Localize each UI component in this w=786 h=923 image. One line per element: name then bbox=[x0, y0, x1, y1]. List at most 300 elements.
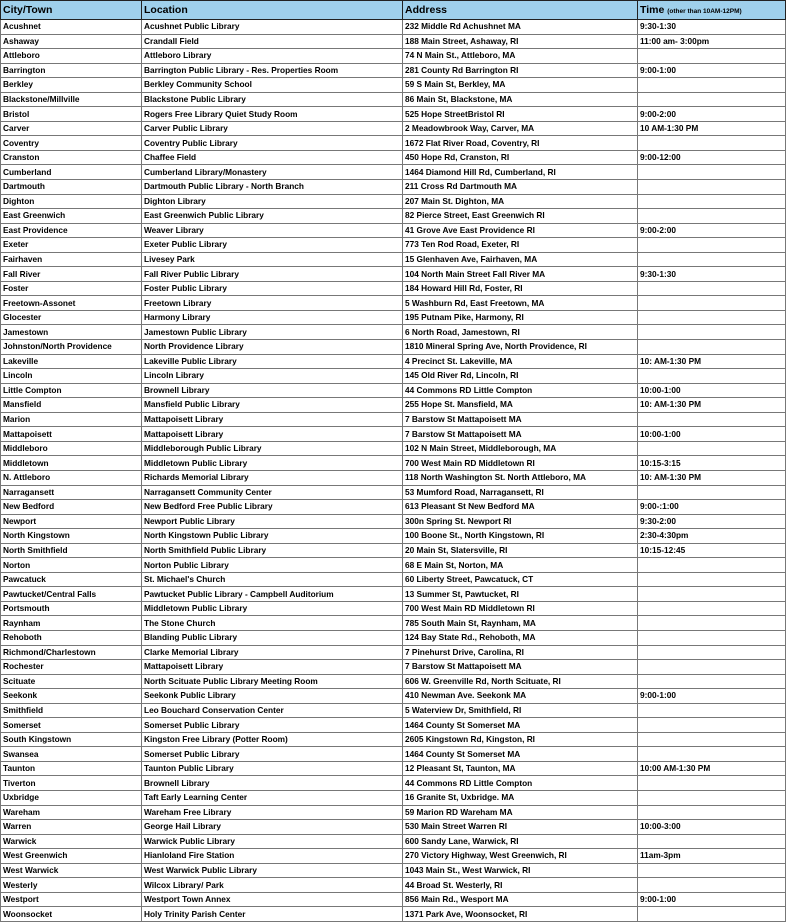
time-cell[interactable]: 11:00 am- 3:00pm bbox=[638, 34, 786, 49]
time-cell[interactable] bbox=[638, 732, 786, 747]
location-cell[interactable]: Westport Town Annex bbox=[142, 892, 403, 907]
city-cell[interactable]: West Greenwich bbox=[1, 849, 142, 864]
location-cell[interactable]: Brownell Library bbox=[142, 383, 403, 398]
location-cell[interactable]: Mattapoisett Library bbox=[142, 660, 403, 675]
location-cell[interactable]: Wilcox Library/ Park bbox=[142, 878, 403, 893]
address-cell[interactable]: 59 Marion RD Wareham MA bbox=[403, 805, 638, 820]
address-cell[interactable]: 20 Main St, Slatersville, RI bbox=[403, 543, 638, 558]
city-cell[interactable]: Glocester bbox=[1, 310, 142, 325]
address-cell[interactable]: 118 North Washington St. North Attleboro, MA bbox=[403, 470, 638, 485]
time-cell[interactable] bbox=[638, 136, 786, 151]
location-cell[interactable]: Mattapoisett Library bbox=[142, 412, 403, 427]
city-cell[interactable]: Scituate bbox=[1, 674, 142, 689]
time-cell[interactable] bbox=[638, 92, 786, 107]
location-cell[interactable]: The Stone Church bbox=[142, 616, 403, 631]
time-cell[interactable] bbox=[638, 790, 786, 805]
table-row bbox=[1, 558, 786, 573]
address-cell[interactable]: 270 Victory Highway, West Greenwich, RI bbox=[403, 849, 638, 864]
time-cell[interactable] bbox=[638, 660, 786, 675]
location-cell[interactable]: North Scituate Public Library Meeting Room bbox=[142, 674, 403, 689]
time-cell[interactable]: 9:30-2:00 bbox=[638, 514, 786, 529]
time-cell[interactable]: 10:00 AM-1:30 PM bbox=[638, 761, 786, 776]
time-cell[interactable] bbox=[638, 369, 786, 384]
address-cell[interactable]: 60 Liberty Street, Pawcatuck, CT bbox=[403, 572, 638, 587]
time-cell[interactable] bbox=[638, 49, 786, 64]
table-row bbox=[1, 223, 786, 238]
time-cell[interactable]: 9:30-1:30 bbox=[638, 267, 786, 282]
city-cell[interactable]: Fall River bbox=[1, 267, 142, 282]
location-cell[interactable]: Weaver Library bbox=[142, 223, 403, 238]
address-cell[interactable]: 86 Main St, Blackstone, MA bbox=[403, 92, 638, 107]
location-cell[interactable]: Foster Public Library bbox=[142, 281, 403, 296]
address-cell[interactable]: 1810 Mineral Spring Ave, North Providence, RI bbox=[403, 340, 638, 355]
time-cell[interactable]: 9:00-2:00 bbox=[638, 107, 786, 122]
table-row bbox=[1, 121, 786, 136]
location-cell[interactable]: Mansfield Public Library bbox=[142, 398, 403, 413]
city-cell[interactable]: Attleboro bbox=[1, 49, 142, 64]
address-cell[interactable]: 2 Meadowbrook Way, Carver, MA bbox=[403, 121, 638, 136]
city-cell[interactable]: Norton bbox=[1, 558, 142, 573]
city-cell[interactable]: Newport bbox=[1, 514, 142, 529]
location-cell[interactable]: Somerset Public Library bbox=[142, 747, 403, 762]
location-cell[interactable]: Kingston Free Library (Potter Room) bbox=[142, 732, 403, 747]
location-cell[interactable]: Narragansett Community Center bbox=[142, 485, 403, 500]
location-cell[interactable]: Blanding Public Library bbox=[142, 630, 403, 645]
address-cell[interactable]: 53 Mumford Road, Narragansett, RI bbox=[403, 485, 638, 500]
location-cell[interactable]: Richards Memorial Library bbox=[142, 470, 403, 485]
city-cell[interactable]: Exeter bbox=[1, 238, 142, 253]
location-column-header[interactable]: Location bbox=[142, 1, 403, 20]
location-cell[interactable]: Berkley Community School bbox=[142, 78, 403, 93]
address-cell[interactable]: 7 Barstow St Mattapoisett MA bbox=[403, 412, 638, 427]
time-cell[interactable] bbox=[638, 776, 786, 791]
city-cell[interactable]: Blackstone/Millville bbox=[1, 92, 142, 107]
city-cell[interactable]: Swansea bbox=[1, 747, 142, 762]
address-cell[interactable]: 1672 Flat River Road, Coventry, RI bbox=[403, 136, 638, 151]
city-cell[interactable]: Narragansett bbox=[1, 485, 142, 500]
location-cell[interactable]: Attleboro Library bbox=[142, 49, 403, 64]
location-cell[interactable]: Mattapoisett Library bbox=[142, 427, 403, 442]
city-cell[interactable]: Freetown-Assonet bbox=[1, 296, 142, 311]
address-cell[interactable]: 773 Ten Rod Road, Exeter, RI bbox=[403, 238, 638, 253]
city-cell[interactable]: Uxbridge bbox=[1, 790, 142, 805]
city-column-header[interactable]: City/Town bbox=[1, 1, 142, 20]
time-cell[interactable] bbox=[638, 834, 786, 849]
city-cell[interactable]: Westport bbox=[1, 892, 142, 907]
table-row bbox=[1, 630, 786, 645]
address-cell[interactable]: 450 Hope Rd, Cranston, RI bbox=[403, 150, 638, 165]
location-cell[interactable]: Livesey Park bbox=[142, 252, 403, 267]
time-cell[interactable] bbox=[638, 703, 786, 718]
time-cell[interactable]: 10 AM-1:30 PM bbox=[638, 121, 786, 136]
table-row bbox=[1, 601, 786, 616]
address-cell[interactable]: 100 Boone St., North Kingstown, RI bbox=[403, 529, 638, 544]
table-row bbox=[1, 383, 786, 398]
address-cell[interactable]: 5 Waterview Dr, Smithfield, RI bbox=[403, 703, 638, 718]
city-cell[interactable]: North Kingstown bbox=[1, 529, 142, 544]
location-cell[interactable]: Dartmouth Public Library - North Branch bbox=[142, 180, 403, 195]
time-cell[interactable]: 11am-3pm bbox=[638, 849, 786, 864]
city-cell[interactable]: Pawcatuck bbox=[1, 572, 142, 587]
city-cell[interactable]: Jamestown bbox=[1, 325, 142, 340]
address-cell[interactable]: 82 Pierce Street, East Greenwich RI bbox=[403, 209, 638, 224]
address-cell[interactable]: 188 Main Street, Ashaway, RI bbox=[403, 34, 638, 49]
location-cell[interactable]: Middletown Public Library bbox=[142, 601, 403, 616]
location-cell[interactable]: Rogers Free Library Quiet Study Room bbox=[142, 107, 403, 122]
location-cell[interactable]: Taunton Public Library bbox=[142, 761, 403, 776]
table-row bbox=[1, 500, 786, 515]
city-cell[interactable]: Fairhaven bbox=[1, 252, 142, 267]
address-cell[interactable]: 6 North Road, Jamestown, RI bbox=[403, 325, 638, 340]
time-cell[interactable] bbox=[638, 412, 786, 427]
table-row bbox=[1, 572, 786, 587]
address-cell[interactable]: 74 N Main St., Attleboro, MA bbox=[403, 49, 638, 64]
time-cell[interactable] bbox=[638, 616, 786, 631]
city-cell[interactable]: Dighton bbox=[1, 194, 142, 209]
time-cell[interactable] bbox=[638, 630, 786, 645]
city-cell[interactable]: Raynham bbox=[1, 616, 142, 631]
city-cell[interactable]: New Bedford bbox=[1, 500, 142, 515]
address-cell[interactable]: 300n Spring St. Newport RI bbox=[403, 514, 638, 529]
table-row bbox=[1, 180, 786, 195]
address-cell[interactable]: 700 West Main RD Middletown RI bbox=[403, 456, 638, 471]
location-cell[interactable]: Seekonk Public Library bbox=[142, 689, 403, 704]
city-cell[interactable]: Portsmouth bbox=[1, 601, 142, 616]
address-cell[interactable]: 207 Main St. Dighton, MA bbox=[403, 194, 638, 209]
time-header-note: (other than 10AM-12PM) bbox=[667, 8, 742, 15]
time-cell[interactable]: 9:00-1:00 bbox=[638, 892, 786, 907]
address-cell[interactable]: 44 Broad St. Westerly, RI bbox=[403, 878, 638, 893]
address-cell[interactable]: 255 Hope St. Mansfield, MA bbox=[403, 398, 638, 413]
city-cell[interactable]: East Greenwich bbox=[1, 209, 142, 224]
address-cell[interactable]: 232 Middle Rd Achushnet MA bbox=[403, 20, 638, 35]
city-cell[interactable]: Middleboro bbox=[1, 441, 142, 456]
address-cell[interactable]: 1464 County St Somerset MA bbox=[403, 747, 638, 762]
time-cell[interactable]: 10:15-3:15 bbox=[638, 456, 786, 471]
location-cell[interactable]: Barrington Public Library - Res. Properties Room bbox=[142, 63, 403, 78]
city-cell[interactable]: Wareham bbox=[1, 805, 142, 820]
table-row bbox=[1, 689, 786, 704]
location-cell[interactable]: Acushnet Public Library bbox=[142, 20, 403, 35]
table-row bbox=[1, 529, 786, 544]
address-cell[interactable]: 68 E Main St, Norton, MA bbox=[403, 558, 638, 573]
address-cell[interactable]: 1371 Park Ave, Woonsocket, RI bbox=[403, 907, 638, 922]
location-cell[interactable]: New Bedford Free Public Library bbox=[142, 500, 403, 515]
table-row bbox=[1, 732, 786, 747]
address-cell[interactable]: 600 Sandy Lane, Warwick, RI bbox=[403, 834, 638, 849]
table-row bbox=[1, 616, 786, 631]
address-cell[interactable]: 4 Precinct St. Lakeville, MA bbox=[403, 354, 638, 369]
location-cell[interactable]: Pawtucket Public Library - Campbell Auditorium bbox=[142, 587, 403, 602]
address-cell[interactable]: 44 Commons RD Little Compton bbox=[403, 383, 638, 398]
city-cell[interactable]: Foster bbox=[1, 281, 142, 296]
location-cell[interactable]: Newport Public Library bbox=[142, 514, 403, 529]
time-cell[interactable] bbox=[638, 747, 786, 762]
location-cell[interactable]: Cumberland Library/Monastery bbox=[142, 165, 403, 180]
city-cell[interactable]: Warwick bbox=[1, 834, 142, 849]
location-cell[interactable]: North Kingstown Public Library bbox=[142, 529, 403, 544]
location-cell[interactable]: Warwick Public Library bbox=[142, 834, 403, 849]
city-cell[interactable]: Seekonk bbox=[1, 689, 142, 704]
table-row bbox=[1, 136, 786, 151]
city-cell[interactable]: South Kingstown bbox=[1, 732, 142, 747]
city-cell[interactable]: Little Compton bbox=[1, 383, 142, 398]
table-row bbox=[1, 369, 786, 384]
city-cell[interactable]: Middletown bbox=[1, 456, 142, 471]
address-column-header[interactable]: Address bbox=[403, 1, 638, 20]
table-row bbox=[1, 587, 786, 602]
city-cell[interactable]: Bristol bbox=[1, 107, 142, 122]
time-cell[interactable] bbox=[638, 78, 786, 93]
time-cell[interactable] bbox=[638, 645, 786, 660]
city-cell[interactable]: Barrington bbox=[1, 63, 142, 78]
time-cell[interactable] bbox=[638, 674, 786, 689]
city-cell[interactable]: Marion bbox=[1, 412, 142, 427]
address-cell[interactable]: 1043 Main St., West Warwick, RI bbox=[403, 863, 638, 878]
table-row bbox=[1, 470, 786, 485]
location-cell[interactable]: Brownell Library bbox=[142, 776, 403, 791]
time-cell[interactable]: 9:00-1:00 bbox=[638, 63, 786, 78]
time-cell[interactable] bbox=[638, 180, 786, 195]
time-cell[interactable] bbox=[638, 805, 786, 820]
time-cell[interactable] bbox=[638, 325, 786, 340]
city-cell[interactable]: Taunton bbox=[1, 761, 142, 776]
location-cell[interactable]: Carver Public Library bbox=[142, 121, 403, 136]
address-cell[interactable]: 145 Old River Rd, Lincoln, RI bbox=[403, 369, 638, 384]
location-cell[interactable]: Holy Trinity Parish Center bbox=[142, 907, 403, 922]
location-cell[interactable]: Clarke Memorial Library bbox=[142, 645, 403, 660]
address-cell[interactable]: 5 Washburn Rd, East Freetown, MA bbox=[403, 296, 638, 311]
location-cell[interactable]: Fall River Public Library bbox=[142, 267, 403, 282]
table-row bbox=[1, 78, 786, 93]
table-row bbox=[1, 281, 786, 296]
table-row bbox=[1, 849, 786, 864]
time-header-label: Time bbox=[640, 4, 665, 16]
location-cell[interactable]: Dighton Library bbox=[142, 194, 403, 209]
time-cell[interactable] bbox=[638, 587, 786, 602]
table-row bbox=[1, 907, 786, 922]
table-row bbox=[1, 49, 786, 64]
city-cell[interactable]: Acushnet bbox=[1, 20, 142, 35]
time-cell[interactable] bbox=[638, 238, 786, 253]
table-row bbox=[1, 878, 786, 893]
location-cell[interactable]: Coventry Public Library bbox=[142, 136, 403, 151]
time-cell[interactable] bbox=[638, 907, 786, 922]
location-cell[interactable]: West Warwick Public Library bbox=[142, 863, 403, 878]
table-row bbox=[1, 165, 786, 180]
time-cell[interactable] bbox=[638, 485, 786, 500]
city-cell[interactable]: Warren bbox=[1, 820, 142, 835]
table-row bbox=[1, 340, 786, 355]
location-cell[interactable]: Blackstone Public Library bbox=[142, 92, 403, 107]
time-cell[interactable] bbox=[638, 601, 786, 616]
table-row bbox=[1, 790, 786, 805]
time-cell[interactable] bbox=[638, 281, 786, 296]
table-row bbox=[1, 427, 786, 442]
address-cell[interactable]: 7 Barstow St Mattapoisett MA bbox=[403, 427, 638, 442]
time-cell[interactable] bbox=[638, 878, 786, 893]
table-row bbox=[1, 820, 786, 835]
address-cell[interactable]: 195 Putnam Pike, Harmony, RI bbox=[403, 310, 638, 325]
table-row bbox=[1, 412, 786, 427]
time-cell[interactable]: 10: AM-1:30 PM bbox=[638, 470, 786, 485]
city-cell[interactable]: Richmond/Charlestown bbox=[1, 645, 142, 660]
address-cell[interactable]: 41 Grove Ave East Providence RI bbox=[403, 223, 638, 238]
time-cell[interactable] bbox=[638, 572, 786, 587]
address-cell[interactable]: 7 Barstow St Mattapoisett MA bbox=[403, 660, 638, 675]
address-cell[interactable]: 281 County Rd Barrington RI bbox=[403, 63, 638, 78]
location-cell[interactable]: Lincoln Library bbox=[142, 369, 403, 384]
time-cell[interactable] bbox=[638, 863, 786, 878]
time-cell[interactable] bbox=[638, 252, 786, 267]
table-row bbox=[1, 863, 786, 878]
address-cell[interactable]: 1464 Diamond Hill Rd, Cumberland, RI bbox=[403, 165, 638, 180]
table-row bbox=[1, 718, 786, 733]
time-cell[interactable]: 10: AM-1:30 PM bbox=[638, 398, 786, 413]
time-cell[interactable]: 10:00-1:00 bbox=[638, 383, 786, 398]
address-cell[interactable]: 7 Pinehurst Drive, Carolina, RI bbox=[403, 645, 638, 660]
address-cell[interactable]: 1464 County St Somerset MA bbox=[403, 718, 638, 733]
address-cell[interactable]: 59 S Main St, Berkley, MA bbox=[403, 78, 638, 93]
address-cell[interactable]: 16 Granite St, Uxbridge. MA bbox=[403, 790, 638, 805]
location-cell[interactable]: Leo Bouchard Conservation Center bbox=[142, 703, 403, 718]
time-cell[interactable]: 9:30-1:30 bbox=[638, 20, 786, 35]
time-cell[interactable]: 10:15-12:45 bbox=[638, 543, 786, 558]
location-cell[interactable]: East Greenwich Public Library bbox=[142, 209, 403, 224]
time-column-header[interactable] bbox=[638, 1, 786, 20]
address-cell[interactable]: 44 Commons RD Little Compton bbox=[403, 776, 638, 791]
location-cell[interactable]: Wareham Free Library bbox=[142, 805, 403, 820]
city-cell[interactable]: Berkley bbox=[1, 78, 142, 93]
city-cell[interactable]: Tiverton bbox=[1, 776, 142, 791]
address-cell[interactable]: 104 North Main Street Fall River MA bbox=[403, 267, 638, 282]
table-row bbox=[1, 441, 786, 456]
address-cell[interactable]: 856 Main Rd., Wesport MA bbox=[403, 892, 638, 907]
table-row bbox=[1, 252, 786, 267]
table-row bbox=[1, 660, 786, 675]
time-cell[interactable]: 10:00-1:00 bbox=[638, 427, 786, 442]
city-cell[interactable]: North Smithfield bbox=[1, 543, 142, 558]
location-cell[interactable]: Norton Public Library bbox=[142, 558, 403, 573]
location-cell[interactable]: St. Michael's Church bbox=[142, 572, 403, 587]
address-cell[interactable]: 15 Glenhaven Ave, Fairhaven, MA bbox=[403, 252, 638, 267]
table-row bbox=[1, 107, 786, 122]
time-cell[interactable]: 9:00-2:00 bbox=[638, 223, 786, 238]
location-cell[interactable]: Lakeville Public Library bbox=[142, 354, 403, 369]
time-cell[interactable] bbox=[638, 718, 786, 733]
table-row bbox=[1, 456, 786, 471]
city-cell[interactable]: Cranston bbox=[1, 150, 142, 165]
city-cell[interactable]: Cumberland bbox=[1, 165, 142, 180]
time-cell[interactable]: 10:00-3:00 bbox=[638, 820, 786, 835]
address-cell[interactable]: 410 Newman Ave. Seekonk MA bbox=[403, 689, 638, 704]
location-cell[interactable]: Middletown Public Library bbox=[142, 456, 403, 471]
time-cell[interactable]: 2:30-4:30pm bbox=[638, 529, 786, 544]
time-cell[interactable] bbox=[638, 296, 786, 311]
address-cell[interactable]: 124 Bay State Rd., Rehoboth, MA bbox=[403, 630, 638, 645]
address-cell[interactable]: 2605 Kingstown Rd, Kingston, RI bbox=[403, 732, 638, 747]
city-cell[interactable]: Ashaway bbox=[1, 34, 142, 49]
location-cell[interactable]: Harmony Library bbox=[142, 310, 403, 325]
location-cell[interactable]: Crandall Field bbox=[142, 34, 403, 49]
city-cell[interactable]: Somerset bbox=[1, 718, 142, 733]
location-cell[interactable]: North Providence Library bbox=[142, 340, 403, 355]
city-cell[interactable]: Rochester bbox=[1, 660, 142, 675]
location-cell[interactable]: Chaffee Field bbox=[142, 150, 403, 165]
address-cell[interactable]: 211 Cross Rd Dartmouth MA bbox=[403, 180, 638, 195]
location-cell[interactable]: Middleborough Public Library bbox=[142, 441, 403, 456]
time-cell[interactable] bbox=[638, 209, 786, 224]
city-cell[interactable]: Mansfield bbox=[1, 398, 142, 413]
city-cell[interactable]: Westerly bbox=[1, 878, 142, 893]
time-cell[interactable]: 10: AM-1:30 PM bbox=[638, 354, 786, 369]
address-cell[interactable]: 613 Pleasant St New Bedford MA bbox=[403, 500, 638, 515]
time-cell[interactable] bbox=[638, 165, 786, 180]
time-cell[interactable]: 9:00-1:00 bbox=[638, 689, 786, 704]
address-cell[interactable]: 700 West Main RD Middletown RI bbox=[403, 601, 638, 616]
table-row bbox=[1, 194, 786, 209]
city-cell[interactable]: Woonsocket bbox=[1, 907, 142, 922]
city-cell[interactable]: Carver bbox=[1, 121, 142, 136]
time-cell[interactable]: 9:00-12:00 bbox=[638, 150, 786, 165]
location-cell[interactable]: North Smithfield Public Library bbox=[142, 543, 403, 558]
address-cell[interactable]: 13 Summer St, Pawtucket, RI bbox=[403, 587, 638, 602]
location-cell[interactable]: Taft Early Learning Center bbox=[142, 790, 403, 805]
city-cell[interactable]: Pawtucket/Central Falls bbox=[1, 587, 142, 602]
city-cell[interactable]: Lakeville bbox=[1, 354, 142, 369]
time-cell[interactable] bbox=[638, 558, 786, 573]
table-row bbox=[1, 150, 786, 165]
city-cell[interactable]: Coventry bbox=[1, 136, 142, 151]
table-row bbox=[1, 92, 786, 107]
time-cell[interactable] bbox=[638, 194, 786, 209]
time-cell[interactable] bbox=[638, 340, 786, 355]
table-row bbox=[1, 761, 786, 776]
address-cell[interactable]: 606 W. Greenville Rd, North Scituate, RI bbox=[403, 674, 638, 689]
location-cell[interactable]: Jamestown Public Library bbox=[142, 325, 403, 340]
address-cell[interactable]: 102 N Main Street, Middleborough, MA bbox=[403, 441, 638, 456]
table-row bbox=[1, 325, 786, 340]
location-cell[interactable]: Somerset Public Library bbox=[142, 718, 403, 733]
city-cell[interactable]: Dartmouth bbox=[1, 180, 142, 195]
table-row bbox=[1, 34, 786, 49]
table-row bbox=[1, 776, 786, 791]
city-cell[interactable]: Smithfield bbox=[1, 703, 142, 718]
location-cell[interactable]: Freetown Library bbox=[142, 296, 403, 311]
city-cell[interactable]: Mattapoisett bbox=[1, 427, 142, 442]
city-cell[interactable]: West Warwick bbox=[1, 863, 142, 878]
address-cell[interactable]: 12 Pleasant St, Taunton, MA bbox=[403, 761, 638, 776]
location-cell[interactable]: Hianloland Fire Station bbox=[142, 849, 403, 864]
address-cell[interactable]: 525 Hope StreetBristol RI bbox=[403, 107, 638, 122]
city-cell[interactable]: N. Attleboro bbox=[1, 470, 142, 485]
table-row bbox=[1, 892, 786, 907]
location-cell[interactable]: George Hail Library bbox=[142, 820, 403, 835]
location-cell[interactable]: Exeter Public Library bbox=[142, 238, 403, 253]
city-cell[interactable]: Lincoln bbox=[1, 369, 142, 384]
city-cell[interactable]: Rehoboth bbox=[1, 630, 142, 645]
time-cell[interactable]: 9:00-:1:00 bbox=[638, 500, 786, 515]
city-cell[interactable]: East Providence bbox=[1, 223, 142, 238]
header-row bbox=[1, 1, 786, 20]
address-cell[interactable]: 785 South Main St, Raynham, MA bbox=[403, 616, 638, 631]
address-cell[interactable]: 530 Main Street Warren RI bbox=[403, 820, 638, 835]
time-cell[interactable] bbox=[638, 310, 786, 325]
city-cell[interactable]: Johnston/North Providence bbox=[1, 340, 142, 355]
table-row bbox=[1, 398, 786, 413]
address-cell[interactable]: 184 Howard Hill Rd, Foster, RI bbox=[403, 281, 638, 296]
time-cell[interactable] bbox=[638, 441, 786, 456]
